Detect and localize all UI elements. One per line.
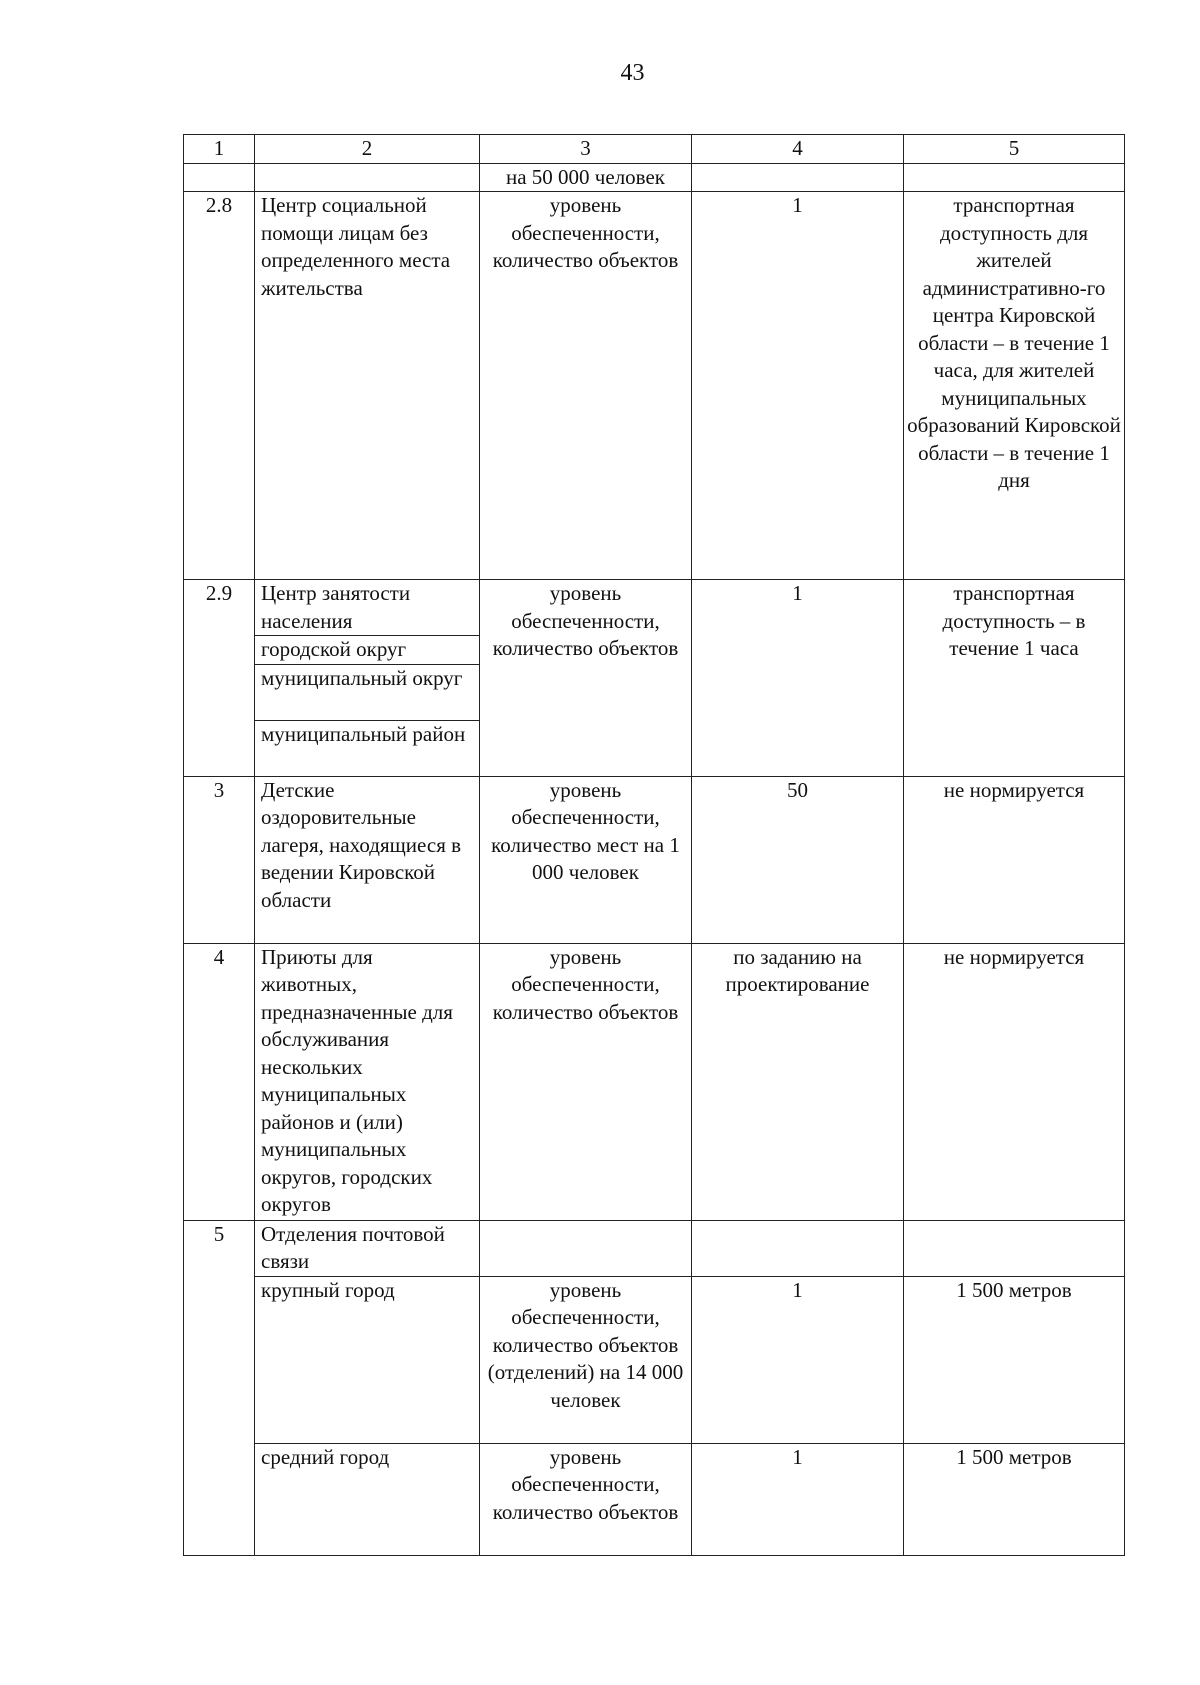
norms-table xyxy=(183,134,1125,1556)
row-number: 3 xyxy=(184,776,255,943)
value: 1 xyxy=(692,192,904,580)
header-col-3: 3 xyxy=(480,135,692,164)
cell-empty xyxy=(692,1220,904,1276)
accessibility: транспортная доступность для жителей административно-го центра Кировской области – в течение 1 часа, для жителей муниципальных образований Кировской области – в течение 1 дня xyxy=(904,192,1125,580)
city-type-medium: средний город xyxy=(255,1443,480,1555)
cont-cell-empty xyxy=(184,163,255,192)
header-row xyxy=(184,135,1125,164)
cont-cell-empty xyxy=(904,163,1125,192)
cell-empty xyxy=(904,1220,1125,1276)
value: 1 xyxy=(692,1443,904,1555)
cont-indicator: на 50 000 человек xyxy=(480,163,692,192)
header-col-5: 5 xyxy=(904,135,1125,164)
row-number: 2.8 xyxy=(184,192,255,580)
table-row xyxy=(184,192,1125,580)
facility-name: Центр занятости населения xyxy=(255,580,480,636)
facility-name: Центр социальной помощи лицам без определенного места жительства xyxy=(255,192,480,580)
cont-cell-empty xyxy=(255,163,480,192)
table-row xyxy=(184,1443,1125,1555)
row-number: 2.9 xyxy=(184,580,255,777)
accessibility: 1 500 метров xyxy=(904,1276,1125,1443)
page-number: 43 xyxy=(620,60,645,86)
facility-name: Приюты для животных, предназначенные для обслуживания нескольких муниципальных районов и (или) муниципальных округов, городских округов xyxy=(255,943,480,1220)
table-row xyxy=(184,580,1125,636)
cell-empty xyxy=(480,1220,692,1276)
indicator: уровень обеспеченности, количество объектов xyxy=(480,1443,692,1555)
cont-cell-empty xyxy=(692,163,904,192)
value: 1 xyxy=(692,580,904,777)
accessibility: не нормируется xyxy=(904,776,1125,943)
value: по заданию на проектирование xyxy=(692,943,904,1220)
city-type-large: крупный город xyxy=(255,1276,480,1443)
table-row xyxy=(184,163,1125,192)
indicator: уровень обеспеченности, количество объектов xyxy=(480,192,692,580)
subtype-municipal-district: муниципальный округ xyxy=(255,664,480,720)
table-row xyxy=(184,1220,1125,1276)
facility-name: Детские оздоровительные лагеря, находящиеся в ведении Кировской области xyxy=(255,776,480,943)
indicator: уровень обеспеченности, количество мест на 1 000 человек xyxy=(480,776,692,943)
row-number: 4 xyxy=(184,943,255,1220)
indicator: уровень обеспеченности, количество объектов xyxy=(480,580,692,777)
accessibility: не нормируется xyxy=(904,943,1125,1220)
subtype-urban-district: городской округ xyxy=(255,636,480,665)
subtype-municipal-region: муниципальный район xyxy=(255,720,480,776)
value: 1 xyxy=(692,1276,904,1443)
indicator: уровень обеспеченности, количество объектов xyxy=(480,943,692,1220)
header-col-4: 4 xyxy=(692,135,904,164)
accessibility: транспортная доступность – в течение 1 часа xyxy=(904,580,1125,777)
header-col-2: 2 xyxy=(255,135,480,164)
indicator: уровень обеспеченности, количество объектов (отделений) на 14 000 человек xyxy=(480,1276,692,1443)
accessibility: 1 500 метров xyxy=(904,1443,1125,1555)
table-row xyxy=(184,943,1125,1220)
row-number: 5 xyxy=(184,1220,255,1555)
header-col-1: 1 xyxy=(184,135,255,164)
table-row xyxy=(184,776,1125,943)
value: 50 xyxy=(692,776,904,943)
facility-name: Отделения почтовой связи xyxy=(255,1220,480,1276)
table-row xyxy=(184,1276,1125,1443)
